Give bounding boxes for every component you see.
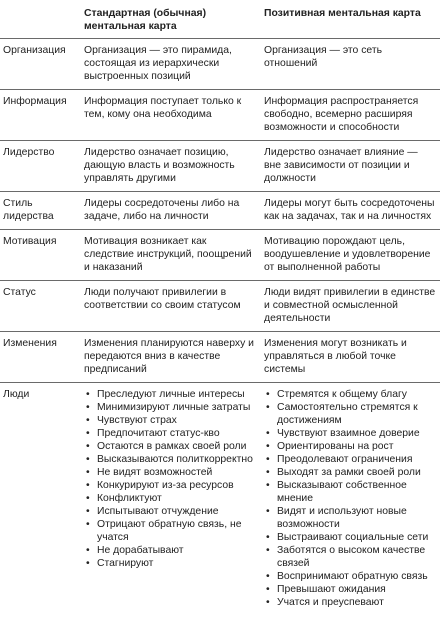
positive-people-cell xyxy=(260,383,440,616)
positive-cell: Мотивацию порождают цель, воодушевление и удовлетворение от выполненной работы xyxy=(260,230,440,281)
list-item: • Ориентированы на рост xyxy=(264,440,436,453)
positive-people-list xyxy=(264,388,436,609)
list-item: • Конкурируют из-за ресурсов xyxy=(84,479,256,492)
standard-cell: Информация поступает только к тем, кому она необходима xyxy=(80,90,260,141)
positive-cell: Люди видят привилегии в единстве и совместной осмысленной деятельности xyxy=(260,281,440,332)
standard-cell: Лидерство означает позицию, дающую власть и возможность управлять другими xyxy=(80,141,260,192)
header-positive-column: Позитивная ментальная карта xyxy=(260,0,440,39)
header-standard-column: Стандартная (обычная) ментальная карта xyxy=(80,0,260,39)
standard-people-list xyxy=(84,388,256,570)
list-item: • Видят и используют новые возможности xyxy=(264,505,436,531)
row-label: Изменения xyxy=(0,332,80,383)
positive-cell: Организация — это сеть отношений xyxy=(260,39,440,90)
positive-cell: Изменения могут возникать и управляться в любой точке системы xyxy=(260,332,440,383)
row-label: Статус xyxy=(0,281,80,332)
row-label: Информация xyxy=(0,90,80,141)
list-item: • Преодолевают ограничения xyxy=(264,453,436,466)
list-item: • Учатся и преуспевают xyxy=(264,596,436,609)
standard-cell: Организация — это пирамида, состоящая из иерархически выстроенных позиций xyxy=(80,39,260,90)
positive-cell: Лидерство означает влияние — вне зависимости от позиции и должности xyxy=(260,141,440,192)
list-item: • Предпочитают статус-кво xyxy=(84,427,256,440)
standard-cell: Мотивация возникает как следствие инструкций, поощрений и наказаний xyxy=(80,230,260,281)
table-row xyxy=(0,141,440,192)
list-item: • Отрицают обратную связь, не учатся xyxy=(84,518,256,544)
standard-cell: Люди получают привилегии в соответствии со своим статусом xyxy=(80,281,260,332)
list-item: • Преследуют личные интересы xyxy=(84,388,256,401)
standard-cell: Изменения планируются наверху и передаются вниз в качестве предписаний xyxy=(80,332,260,383)
positive-cell: Информация распространяется свободно, всемерно расширяя возможности и способности xyxy=(260,90,440,141)
list-item: • Высказывают собственное мнение xyxy=(264,479,436,505)
list-item: • Высказываются политкорректно xyxy=(84,453,256,466)
row-label: Организация xyxy=(0,39,80,90)
table-row xyxy=(0,281,440,332)
list-item: • Стремятся к общему благу xyxy=(264,388,436,401)
table-body xyxy=(0,39,440,616)
row-label: Стиль лидерства xyxy=(0,192,80,230)
list-item: • Минимизируют личные затраты xyxy=(84,401,256,414)
list-item: • Выстраивают социальные сети xyxy=(264,531,436,544)
table-row xyxy=(0,39,440,90)
list-item: • Не видят возможностей xyxy=(84,466,256,479)
positive-cell: Лидеры могут быть сосредоточены как на задачах, так и на личностях xyxy=(260,192,440,230)
table-row xyxy=(0,230,440,281)
standard-cell: Лидеры сосредоточены либо на задаче, либо на личности xyxy=(80,192,260,230)
table-row-people xyxy=(0,383,440,616)
table-header-row xyxy=(0,0,440,39)
list-item: • Выходят за рамки своей роли xyxy=(264,466,436,479)
list-item: • Не дорабатывают xyxy=(84,544,256,557)
table-row xyxy=(0,332,440,383)
row-label: Люди xyxy=(3,389,30,400)
list-item: • Испытывают отчуждение xyxy=(84,505,256,518)
list-item: • Заботятся о высоком качестве связей xyxy=(264,544,436,570)
table-row xyxy=(0,90,440,141)
list-item: • Превышают ожидания xyxy=(264,583,436,596)
list-item: • Чувствуют взаимное доверие xyxy=(264,427,436,440)
list-item: • Самостоятельно стремятся к достижениям xyxy=(264,401,436,427)
list-item: • Чувствуют страх xyxy=(84,414,256,427)
list-item: • Стагнируют xyxy=(84,557,256,570)
list-item: • Остаются в рамках своей роли xyxy=(84,440,256,453)
list-item: • Конфликтуют xyxy=(84,492,256,505)
header-label-column xyxy=(0,0,80,39)
standard-people-cell xyxy=(80,383,260,616)
row-label: Лидерство xyxy=(0,141,80,192)
list-item: • Воспринимают обратную связь xyxy=(264,570,436,583)
row-label: Мотивация xyxy=(0,230,80,281)
table-row xyxy=(0,192,440,230)
